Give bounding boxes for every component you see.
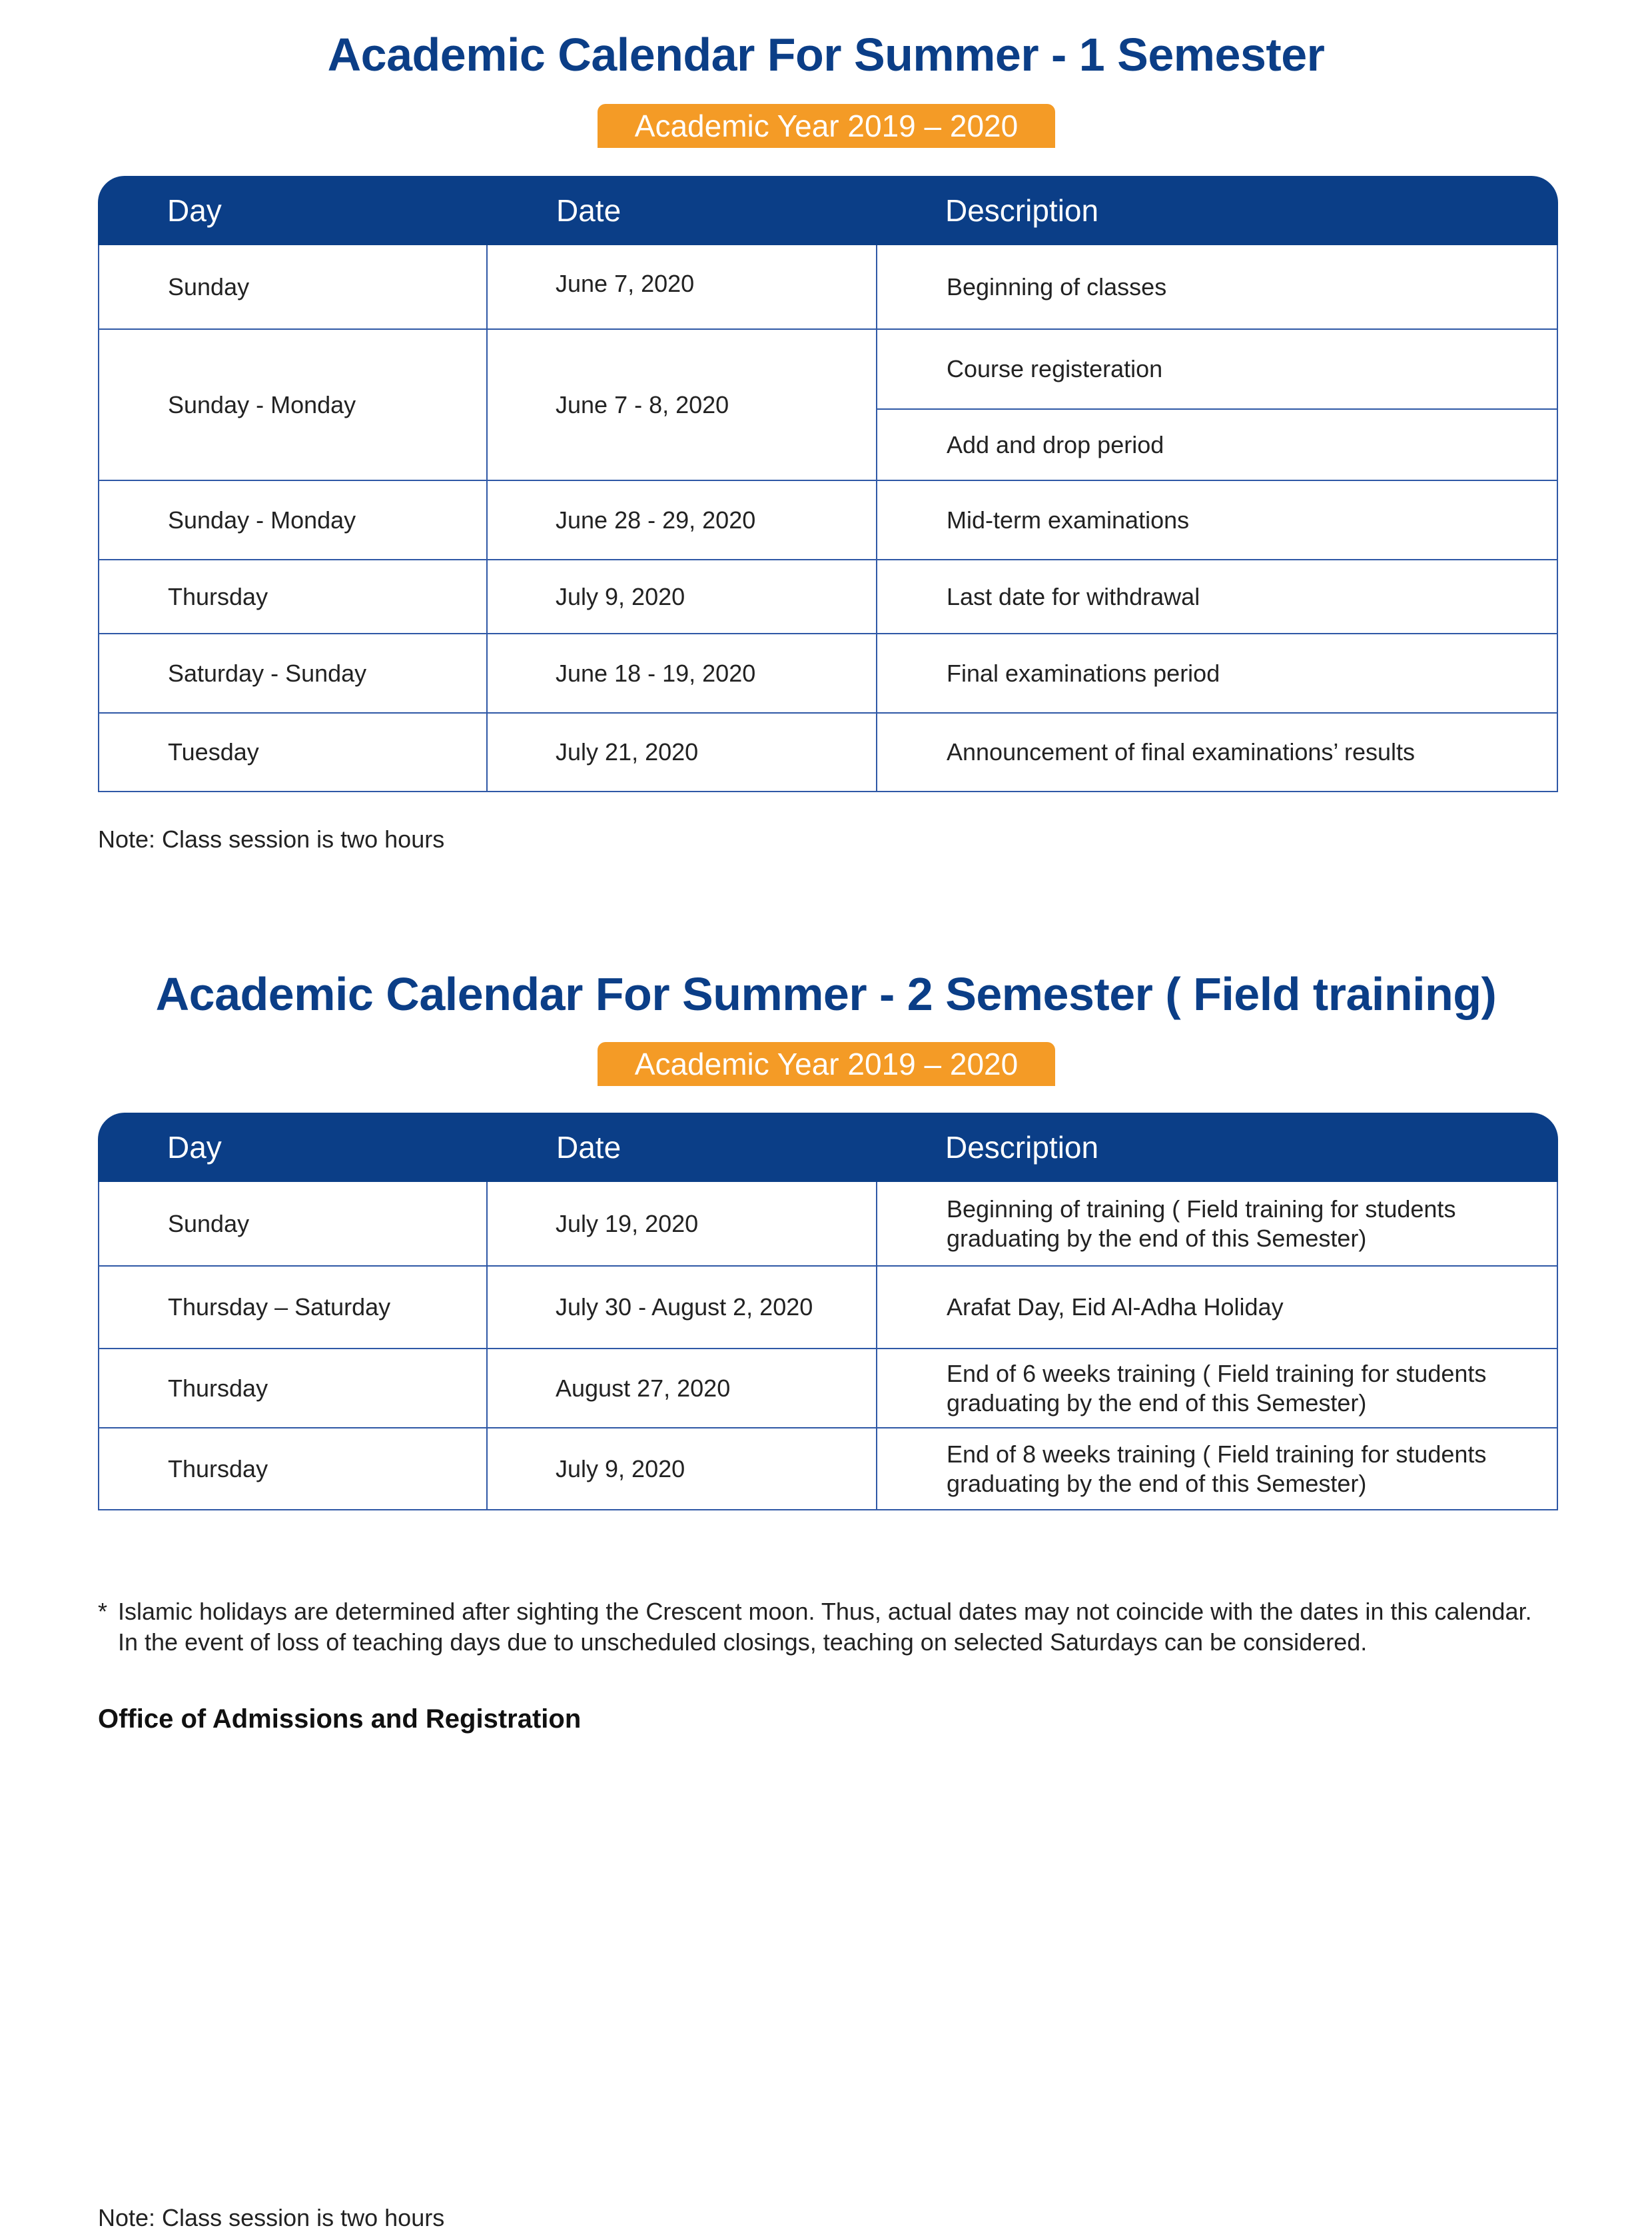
day-cell: Sunday - Monday <box>98 330 488 481</box>
summer-1-title: Academic Calendar For Summer - 1 Semester <box>327 29 1325 81</box>
description-line: Beginning of training ( Field training for students <box>947 1195 1456 1223</box>
column-header-description: Description <box>877 176 1558 245</box>
description-line: graduating by the end of this Semester) <box>947 1469 1367 1497</box>
date-cell: June 7, 2020 <box>488 245 877 330</box>
date-cell: June 18 - 19, 2020 <box>488 634 877 714</box>
description-cell <box>877 1349 1558 1428</box>
table-row <box>98 330 1558 410</box>
day-cell: Thursday <box>98 560 488 634</box>
description-cell <box>877 1267 1558 1349</box>
footnote-line-1: Islamic holidays are determined after sighting the Crescent moon. Thus, actual dates may not coincide with the dates in this calendar. <box>118 1598 1532 1625</box>
office-name: Office of Admissions and Registration <box>98 1704 582 1734</box>
description-line: graduating by the end of this Semester) <box>947 1224 1367 1252</box>
table-row <box>98 245 1558 330</box>
column-header-date: Date <box>488 1113 877 1182</box>
summer-2-note: Note: Class session is two hours <box>98 2204 445 2231</box>
table-header-row <box>98 1113 1558 1182</box>
table-row <box>98 481 1558 560</box>
day-cell: Thursday <box>98 1349 488 1428</box>
column-header-date: Date <box>488 176 877 245</box>
date-cell: June 7 - 8, 2020 <box>488 330 877 481</box>
table-row <box>98 1428 1558 1510</box>
date-cell: July 9, 2020 <box>488 1428 877 1510</box>
day-cell: Thursday – Saturday <box>98 1267 488 1349</box>
description-cell: Last date for withdrawal <box>877 560 1558 634</box>
day-cell: Tuesday <box>98 714 488 792</box>
description-cell: Add and drop period <box>877 410 1558 481</box>
footnote-line-2: In the event of loss of teaching days due to unscheduled closings, teaching on selected Saturdays can be considered. <box>118 1628 1368 1656</box>
table-row <box>98 1267 1558 1349</box>
footnote-marker: * <box>98 1598 108 1625</box>
day-cell: Thursday <box>98 1428 488 1510</box>
description-line: graduating by the end of this Semester) <box>947 1389 1367 1416</box>
description-line: End of 6 weeks training ( Field training for students <box>947 1359 1487 1387</box>
date-cell: July 30 - August 2, 2020 <box>488 1267 877 1349</box>
day-cell: Saturday - Sunday <box>98 634 488 714</box>
summer-2-title: Academic Calendar For Summer - 2 Semester ( Field training) <box>155 968 1497 1020</box>
description-cell <box>877 1428 1558 1510</box>
date-cell: July 19, 2020 <box>488 1182 877 1267</box>
table-row <box>98 1182 1558 1267</box>
date-cell: July 9, 2020 <box>488 560 877 634</box>
description-cell: Announcement of final examinations’ results <box>877 714 1558 792</box>
description-cell <box>877 1182 1558 1267</box>
description-cell: Course registeration <box>877 330 1558 410</box>
date-cell: June 28 - 29, 2020 <box>488 481 877 560</box>
description-cell: Mid-term examinations <box>877 481 1558 560</box>
day-cell: Sunday <box>98 245 488 330</box>
table-row <box>98 714 1558 792</box>
column-header-day: Day <box>98 176 488 245</box>
description-cell: Beginning of classes <box>877 245 1558 330</box>
summer-1-calendar-table <box>98 176 1558 792</box>
summer-2-year-badge: Academic Year 2019 – 2020 <box>598 1042 1055 1086</box>
date-cell: August 27, 2020 <box>488 1349 877 1428</box>
table-row <box>98 1349 1558 1428</box>
day-cell: Sunday <box>98 1182 488 1267</box>
description-line: Arafat Day, Eid Al-Adha Holiday <box>947 1293 1284 1321</box>
summer-2-calendar-table <box>98 1113 1558 1510</box>
table-row <box>98 634 1558 714</box>
day-cell: Sunday - Monday <box>98 481 488 560</box>
footnote <box>98 1596 1563 1658</box>
summer-1-note: Note: Class session is two hours <box>98 826 445 853</box>
table-header-row <box>98 176 1558 245</box>
column-header-day: Day <box>98 1113 488 1182</box>
summer-1-year-badge: Academic Year 2019 – 2020 <box>598 104 1055 148</box>
column-header-description: Description <box>877 1113 1558 1182</box>
description-line: End of 8 weeks training ( Field training for students <box>947 1440 1487 1468</box>
description-cell: Final examinations period <box>877 634 1558 714</box>
date-cell: July 21, 2020 <box>488 714 877 792</box>
table-row <box>98 560 1558 634</box>
